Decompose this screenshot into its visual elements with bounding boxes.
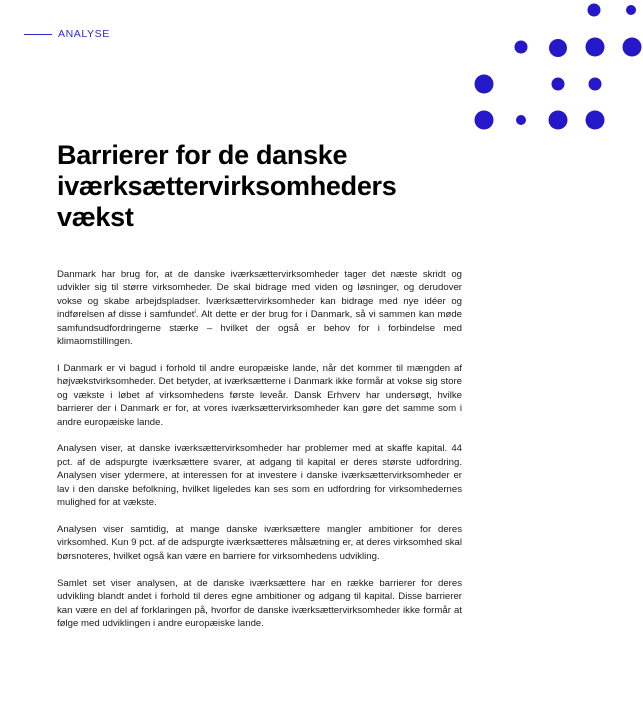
decor-dot [589, 78, 602, 91]
title-line: vækst [57, 202, 134, 232]
decorative-dot-pattern [0, 0, 643, 140]
page-title [57, 140, 457, 233]
paragraph: Analysen viser, at danske iværksættervirksomheder har problemer med at skaffe kapital. 44 pct. af de adspurgte iværksættere svarer, at adgang til kapital er deres største udfordring. Analysen viser ydermere, at interessen for at investere i danske iværksættervirksomheder er lav i den danske befolkning, hvilket ligeledes kan ses som en udfordring for virksomhedernes mulighed for at vækste. [57, 443, 462, 509]
decor-dot [626, 5, 636, 15]
decor-dot [623, 38, 642, 57]
decor-dot [586, 111, 605, 130]
decor-dot [552, 78, 565, 91]
paragraph: Samlet set viser analysen, at de danske iværksættere har en række barrierer for deres udvikling blandt andet i forhold til deres egne ambitioner og adgang til kapital. Disse barrierer kan være en del af forklaringen på, hvorfor de danske iværksættervirksomheder ikke formår at følge med udviklingen i andre europæiske lande. [57, 577, 462, 629]
decor-dot [516, 115, 526, 125]
decor-dot [549, 39, 567, 57]
paragraph-text: . Alt dette er der brug for i Danmark, så vi sammen kan møde samfundsudfordringerne stærke – hvilket der også er behov for i forbindelse med klimaomstillingen. [57, 309, 463, 348]
decor-dot [549, 111, 568, 130]
decor-dot [475, 75, 494, 94]
title-line: iværksættervirksomheders [57, 171, 397, 201]
decor-dot [586, 38, 605, 57]
paragraph [57, 268, 462, 348]
paragraph: I Danmark er vi bagud i forhold til andre europæiske lande, når det kommer til mængden af højvækstvirksomheder. Det betyder, at iværksætterne i Danmark ikke formår at vokse sig store og vækste i løbet af virksomhedens første leveår. Dansk Erhverv har undersøgt, hvilke barrierer der i Danmark er for, at vores iværksættervirksomheder kan gøre det samme som i andre europæiske lande. [57, 362, 462, 428]
title-line: Barrierer for de danske [57, 140, 348, 170]
decor-dot [515, 41, 528, 54]
decor-dot [475, 111, 494, 130]
footnote-marker[interactable]: i [194, 309, 196, 316]
section-label-text: ANALYSE [58, 28, 110, 40]
paragraph-text: Danmark har brug for, at de danske iværksættervirksomheder tager det næste skridt og udvikler sig til større virksomheder. De skal bidrage med viden og løsninger, og derudover vokse og skabe arbejdspladser. Iværksættervirksomheder kan bidrage med nye idéer og indførelsen af disse i samfundet [57, 269, 462, 321]
decor-dot [588, 4, 601, 17]
body-text [57, 268, 462, 644]
paragraph: Analysen viser samtidig, at mange danske iværksættere mangler ambitioner for deres virksomhed. Kun 9 pct. af de adspurgte iværksætteres målsætning er, at deres virksomhed skal børsnoteres, hvilket også kan være en barriere for virksomhedens udvikling. [57, 524, 462, 562]
